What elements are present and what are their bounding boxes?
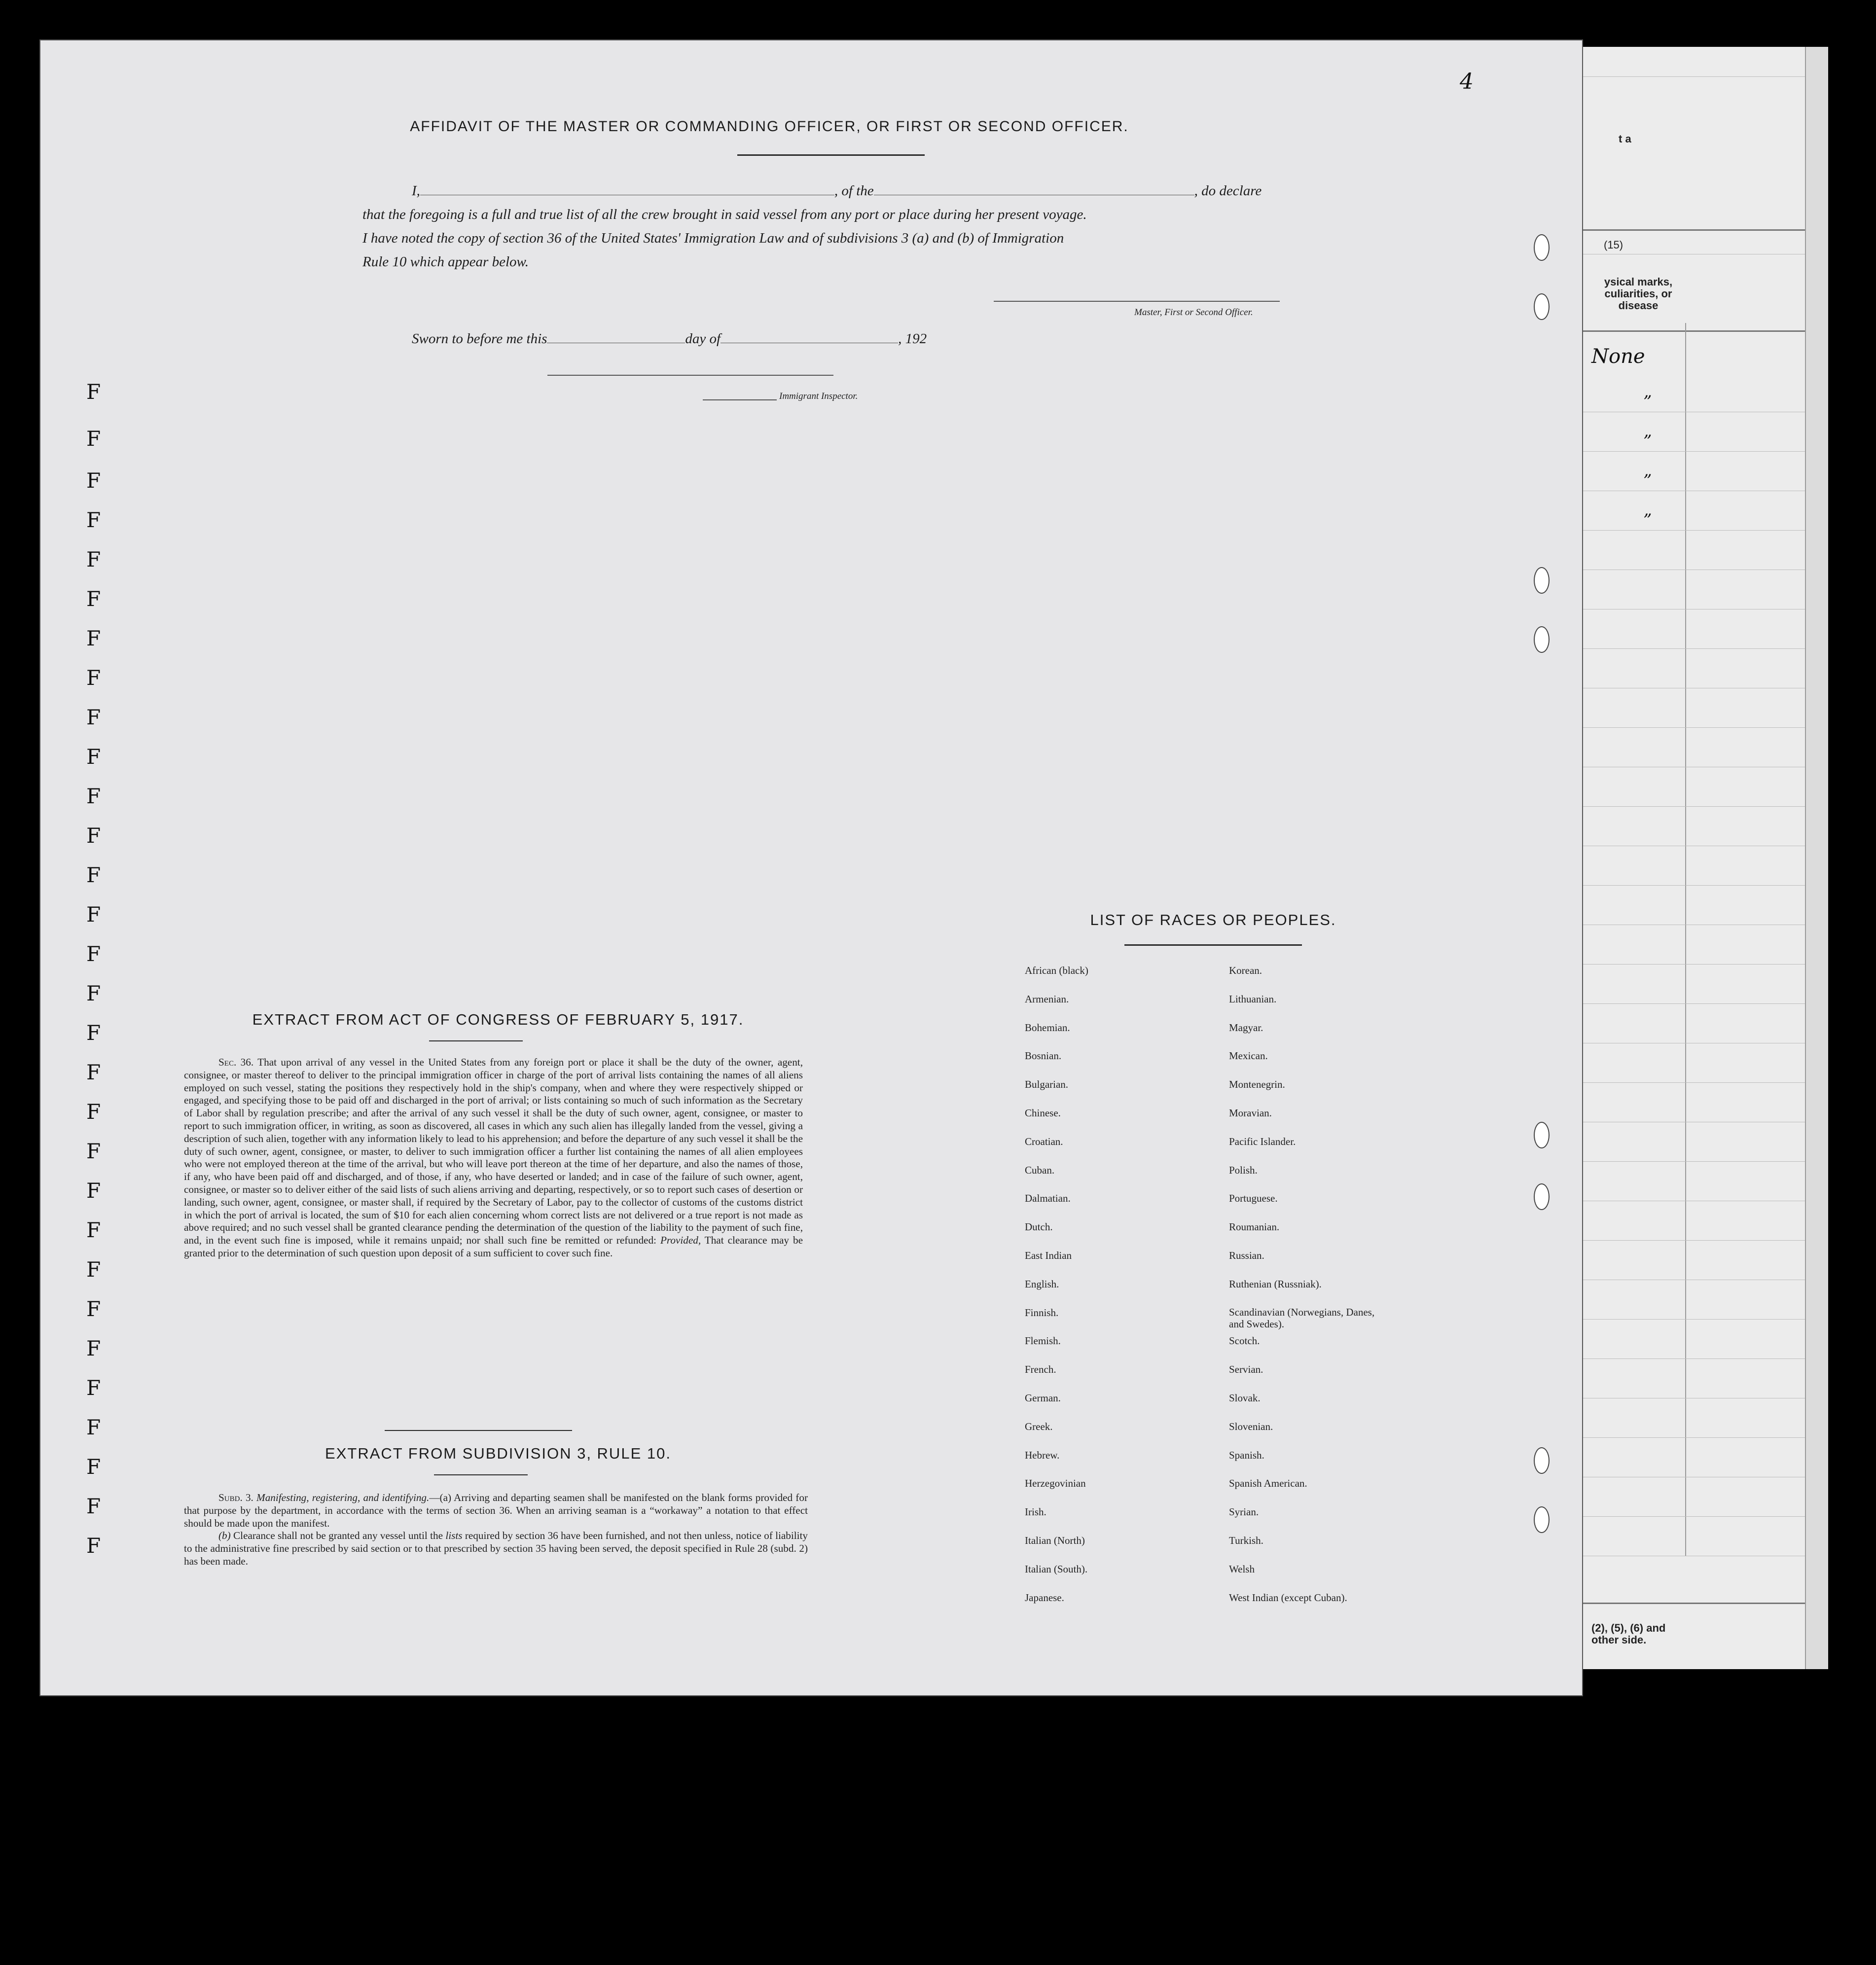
race-item: Servian.: [1229, 1363, 1263, 1376]
handwritten-entry: None: [1591, 345, 1645, 368]
rule-extract-title: EXTRACT FROM SUBDIVISION 3, RULE 10.: [325, 1445, 671, 1462]
race-item: Scandinavian (Norwegians, Danes, and Swedes).: [1229, 1306, 1375, 1330]
act-extract-end-rule: [385, 1430, 572, 1431]
punch-hole: [1534, 1183, 1550, 1210]
affidavit-line-4: Rule 10 which appear below.: [362, 254, 529, 270]
act-extract-rule: [429, 1040, 523, 1041]
master-signature-label: Master, First or Second Officer.: [1134, 307, 1253, 318]
inspector-signature-line: [703, 399, 777, 400]
affidavit-line-2: that the foregoing is a full and true list of all the crew brought in said vessel from any port or place during her present voyage.: [362, 207, 1087, 222]
race-item: Dalmatian.: [1025, 1192, 1071, 1205]
race-item: Bosnian.: [1025, 1050, 1062, 1062]
race-item: African (black): [1025, 965, 1088, 976]
ditto-mark: ”: [1643, 471, 1652, 491]
race-item: Croatian.: [1025, 1135, 1063, 1147]
affidavit-line-3: I have noted the copy of section 36 of the United States' Immigration Law and of subdivisions 3 (a) and (b) of Immigration: [362, 230, 1064, 246]
race-item: Turkish.: [1229, 1534, 1263, 1546]
punch-hole: [1534, 626, 1550, 653]
punch-hole: [1534, 1506, 1550, 1533]
back-sheet-col-number: (15): [1604, 239, 1623, 251]
sworn-line: Sworn to before me this day of , 192: [412, 331, 927, 347]
back-sheet-footer: (2), (5), (6) and other side.: [1591, 1622, 1666, 1646]
back-sheet-fragment: t a: [1619, 133, 1631, 145]
corner-mark: 4: [1460, 69, 1474, 94]
race-item: Italian (South).: [1025, 1563, 1088, 1575]
race-item: Portuguese.: [1229, 1192, 1278, 1205]
act-extract-title: EXTRACT FROM ACT OF CONGRESS OF FEBRUARY 5, 1917.: [252, 1011, 744, 1028]
punch-hole: [1534, 567, 1550, 594]
ditto-mark: ”: [1643, 392, 1652, 412]
race-item: Mexican.: [1229, 1050, 1268, 1062]
race-item: Lithuanian.: [1229, 993, 1277, 1005]
race-item: Armenian.: [1025, 993, 1069, 1005]
race-item: Ruthenian (Russniak).: [1229, 1278, 1322, 1290]
race-item: Welsh: [1229, 1563, 1255, 1575]
race-item: Spanish.: [1229, 1449, 1264, 1461]
affidavit-line-1: I, , of the , do declare: [412, 183, 1262, 199]
race-item: English.: [1025, 1278, 1059, 1290]
race-item: Flemish.: [1025, 1335, 1061, 1347]
races-left-column: [1025, 964, 1188, 1619]
races-title-rule: [1124, 944, 1302, 946]
race-item: West Indian (except Cuban).: [1229, 1591, 1347, 1604]
race-item: Polish.: [1229, 1164, 1258, 1176]
race-item: Spanish American.: [1229, 1477, 1307, 1490]
main-sheet: 4 F F F F F F F F F F F F F F F F F F F F F F F F F F F F F F AFFIDAVIT OF THE MASTER OR COMMANDING OFFICER, OR FIRST OR SECOND OFFICER. I, , of the , do declare that the foregoing is a full and true list of all the crew brought in said vessel from any port or place during her present voyage. I have noted the copy of section 36 of the United States' Immigration Law and of subdivisions 3 (a) and (b) of Immigration Rule 10 which appear below. Master, First or Second Officer. Sworn to before me this day of , 192 Immigrant Inspector. EXTRACT FROM ACT OF CONGRESS OF FEBRUARY 5, 1917. Sec. 36. That upon arrival of any vessel in the United States from any foreign port or place it shall be the duty of the owner, agent, consignee, or master thereof to deliver to the principal immigration officer in charge of the port of arrival lists containing the names of all aliens employed on such vessel, stating the positions they respectively hold in the ship's company, when and where they were respectively shipped or engaged, and specifying those to be paid off and discharged in the port of arrival; or lists containing so much of such information as the Secretary of Labor shall by regulation prescribe; and after the arrival of any such vessel it shall be the duty of such owner, agent, consignee, or master to report to such immigration officer, in writing, as soon as discovered, all cases in which any such alien has illegally landed from the vessel, giving a description of such alien, together with any information likely to lead to his apprehension; and before the departure of any such vessel it shall be the duty of such owner, agent, consignee, or master, to deliver to such immigration officer a further list containing the names of all alien employees who were not employed thereon at the time of the arrival, but who will leave port thereon at the time of her departure, and also the names of those, if any, who have been paid off and discharged, and of those, if any, who have deserted or landed; and in case of the failure of such owner, agent, consignee, or master so to deliver either of the said lists of such aliens arriving and departing, respectively, or so to report such cases of desertion or landing, such owner, agent, consignee, or master shall, if required by the Secretary of Labor, pay to the collector of customs of the customs district in which the port of arrival is located, the sum of $10 for each alien concerning whom correct lists are not delivered or a true report is not made as above required; and no such vessel shall be granted clearance pending the determination of the question of the liability to the payment of such fine, and, in the event such fine is imposed, while it remains unpaid; nor shall such fine be remitted or refunded: Provided, That clearance may be granted prior to the determination of such question upon deposit of a sum sufficient to cover such fine. EXTRACT FROM SUBDIVISION 3, RULE 10. Subd. 3. Manifesting, registering, and identifying.—(a) Arriving and departing seamen shall be manifested on the blank forms provided for that purpose by the department, in accordance with the terms of section 36. When an arriving seaman is a “workaway” a notation to that effect should be made upon the manifest. (b) Clearance shall not be granted any vessel until the lists required by section 36 have been furnished, and not then unless, notice of liability to the administrative fine prescribed by said section or to that prescribed by section 35 having been served, the deposit specified in Rule 28 (subd. 2) has been made. LIST OF RACES OR PEOPLES. African (black) Armenian. Bohemian. Bosnian. Bulgarian. Chinese. Croatian. Cuban. Dalmatian. Dutch. East Indian English. Finnish. Flemish. French. German. Greek. Hebrew. Herzegovinian Irish. Italian (North) Italian (South). Japanese. Korean. Lithuanian. Magyar. Mexican. Montenegrin. Moravian. Pacific Islander. Polish. Portuguese. Roumanian. Russian. Ruthenian (Russniak). Scandinavian (Norwegians, Danes, and Swedes). Scotch. Servian. Slovak. Slovenian. Spanish. Spanish American. Syrian. Turkish. Welsh West Indian (except Cuban).: [39, 39, 1583, 1696]
ditto-mark: ”: [1643, 510, 1652, 530]
race-item: Pacific Islander.: [1229, 1135, 1296, 1147]
affidavit-title-rule: [737, 154, 925, 156]
subdivision-3-text: Subd. 3. Manifesting, registering, and identifying.—(a) Arriving and departing seamen shall be manifested on the blank forms provided for that purpose by the department, in accordance with the terms of section 36. When an arriving seaman is a “workaway” a notation to that effect should be made upon the manifest. (b) Clearance shall not be granted any vessel until the lists required by section 36 have been furnished, and not then unless, notice of liability to the administrative fine prescribed by said section or to that prescribed by section 35 having been served, the deposit specified in Rule 28 (subd. 2) has been made.: [184, 1492, 808, 1567]
race-item: German.: [1025, 1392, 1061, 1404]
race-item: Chinese.: [1025, 1107, 1061, 1119]
race-item: Italian (North): [1025, 1534, 1085, 1546]
race-item: Montenegrin.: [1229, 1078, 1285, 1091]
inspector-label: Immigrant Inspector.: [779, 391, 858, 401]
race-item: Scotch.: [1229, 1335, 1260, 1347]
race-item: Syrian.: [1229, 1506, 1259, 1518]
race-item: Magyar.: [1229, 1021, 1263, 1034]
affidavit-title: AFFIDAVIT OF THE MASTER OR COMMANDING OFFICER, OR FIRST OR SECOND OFFICER.: [410, 118, 1129, 135]
ditto-mark: ”: [1643, 431, 1652, 451]
rule-extract-rule: [434, 1474, 528, 1475]
back-sheet-col-header: ysical marks, culiarities, or disease: [1604, 276, 1673, 312]
race-item: French.: [1025, 1363, 1056, 1376]
punch-hole: [1534, 234, 1550, 261]
master-signature-line: [994, 301, 1280, 302]
races-title: LIST OF RACES OR PEOPLES.: [1090, 911, 1336, 929]
race-item: Slovak.: [1229, 1392, 1261, 1404]
race-item: East Indian: [1025, 1249, 1072, 1261]
race-item: Slovenian.: [1229, 1420, 1273, 1432]
race-item: Korean.: [1229, 965, 1263, 976]
sworn-signature-line: [547, 375, 833, 376]
race-item: Bohemian.: [1025, 1021, 1070, 1034]
race-item: Russian.: [1229, 1249, 1264, 1261]
section-36-text: Sec. 36. That upon arrival of any vessel in the United States from any foreign port or place it shall be the duty of the owner, agent, consignee, or master thereof to deliver to the principal immigration officer in charge of the port of arrival lists containing the names of all aliens employed on such vessel, stating the positions they respectively hold in the ship's company, when and where they were respectively shipped or engaged, and specifying those to be paid off and discharged in the port of arrival; or lists containing so much of such information as the Secretary of Labor shall by regulation prescribe; and after the arrival of any such vessel it shall be the duty of such owner, agent, consignee, or master to report to such immigration officer, in writing, as soon as discovered, all cases in which any such alien has illegally landed from the vessel, giving a description of such alien, together with any information likely to lead to his apprehension; and before the departure of any such vessel it shall be the duty of such owner, agent, consignee, or master, to deliver to such immigration officer a further list containing the names of all alien employees who were not employed thereon at the time of the arrival, but who will leave port thereon at the time of her departure, and also the names of those, if any, who have been paid off and discharged, and of those, if any, who have deserted or landed; and in case of the failure of such owner, agent, consignee, or master so to deliver either of the said lists of such aliens arriving and departing, respectively, or so to report such cases of desertion or landing, such owner, agent, consignee, or master shall, if required by the Secretary of Labor, pay to the collector of customs of the customs district in which the port of arrival is located, the sum of $10 for each alien concerning whom correct lists are not delivered or a true report is not made as above required; and no such vessel shall be granted clearance pending the determination of the question of the liability to the payment of such fine, and, in the event such fine is imposed, while it remains unpaid; nor shall such fine be remitted or refunded: Provided, That clearance may be granted prior to the determination of such question upon deposit of a sum sufficient to cover such fine.: [184, 1056, 803, 1259]
punch-hole: [1534, 1122, 1550, 1148]
race-item: Japanese.: [1025, 1591, 1064, 1604]
back-sheet: [1544, 47, 1821, 1669]
race-item: Hebrew.: [1025, 1449, 1060, 1461]
race-item: Greek.: [1025, 1420, 1053, 1432]
race-item: Cuban.: [1025, 1164, 1055, 1176]
races-right-column: [1229, 964, 1407, 1619]
race-item: Herzegovinian: [1025, 1477, 1086, 1490]
punch-hole: [1534, 293, 1550, 320]
race-item: Moravian.: [1229, 1107, 1272, 1119]
race-item: Irish.: [1025, 1506, 1046, 1518]
back-sheet-edge: [1805, 47, 1828, 1669]
race-item: Finnish.: [1025, 1306, 1059, 1319]
race-item: Bulgarian.: [1025, 1078, 1069, 1091]
race-item: Roumanian.: [1229, 1221, 1280, 1233]
race-item: Dutch.: [1025, 1221, 1053, 1233]
punch-hole: [1534, 1447, 1550, 1474]
